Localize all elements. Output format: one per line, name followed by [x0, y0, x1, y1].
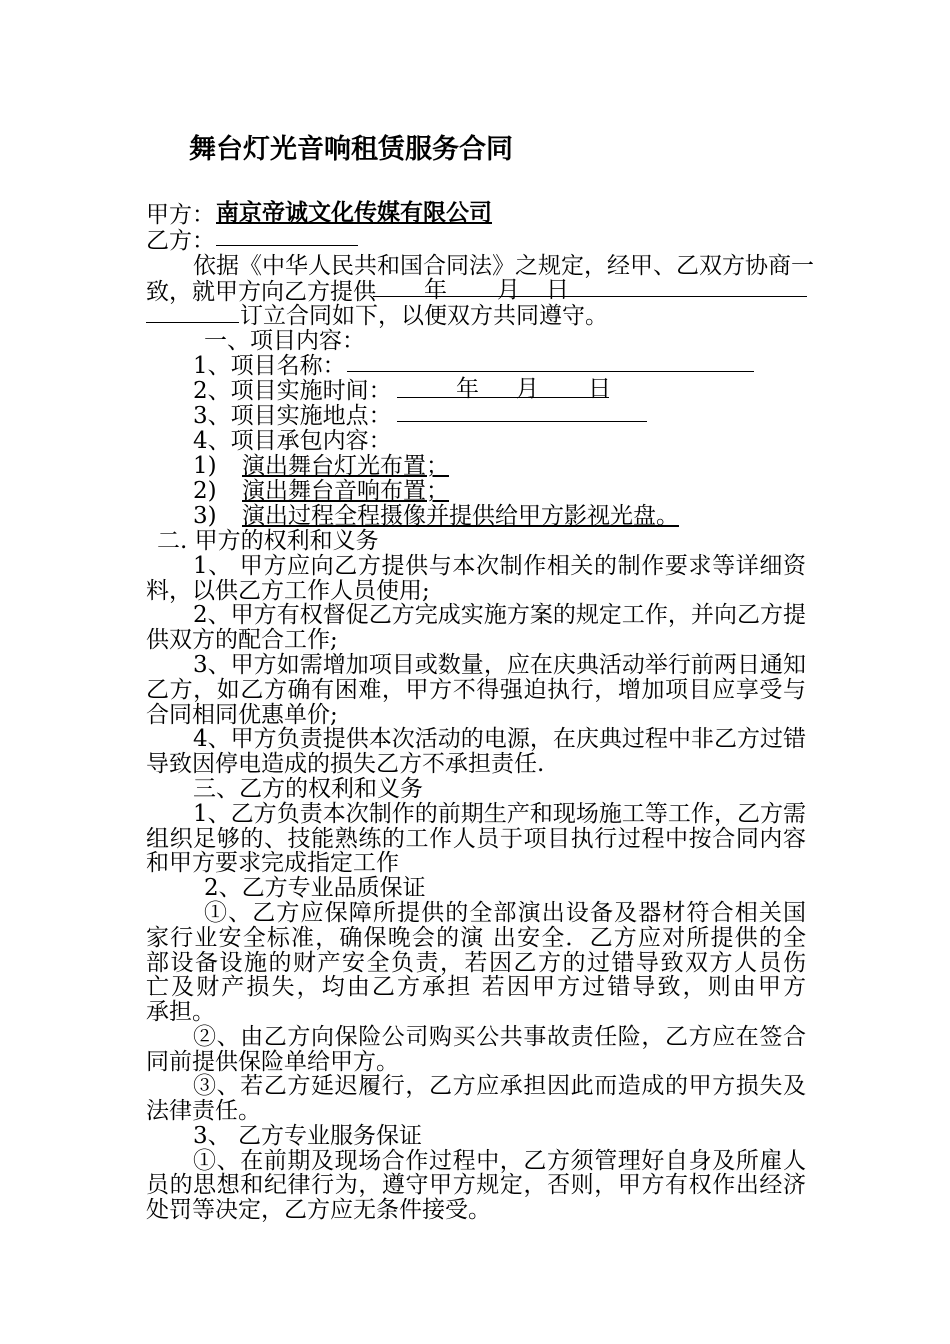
- item-2-blank: [397, 397, 609, 398]
- sub-3-num: 3): [193, 503, 217, 529]
- intro-line-1: 依据《中华人民共和国合同法》之规定，经甲、乙双方协商一: [193, 253, 814, 279]
- service-heading: 3、 乙方专业服务保证: [193, 1123, 422, 1149]
- q1-l1: ①、乙方应保障所提供的全部演出设备及器材符合相关国: [204, 900, 806, 926]
- s1-l1: ①、在前期及现场合作过程中，乙方须管理好自身及所雇人: [193, 1148, 806, 1174]
- s2-p4-l1: 4、甲方负责提供本次活动的电源，在庆典过程中非乙方过错: [193, 726, 806, 752]
- item-2-year: 年: [456, 376, 479, 402]
- party-b-blank: [216, 245, 358, 246]
- party-a-name: 南京帝诚文化传媒有限公司: [216, 200, 492, 226]
- party-a-label: 甲方：: [146, 202, 215, 228]
- s2-p3-l2: 乙方，如乙方确有困难，甲方不得强迫执行，增加项目应享受与: [146, 677, 806, 703]
- item-1-label: 1、项目名称：: [193, 353, 346, 379]
- sub-2-text: 演出舞台音响布置；: [242, 478, 449, 504]
- intro-year: 年: [424, 277, 447, 303]
- q2-l2: 同前提供保险单给甲方。: [146, 1049, 399, 1075]
- item-1-blank: [347, 371, 754, 372]
- section2-heading: 二. 甲方的权利和义务: [157, 528, 379, 554]
- item-3-label: 3、项目实施地点：: [193, 403, 392, 429]
- sub-3-text: 演出过程全程摄像并提供给甲方影视光盘。: [242, 503, 679, 529]
- s2-p4-l2: 导致因停电造成的损失乙方不承担责任.: [146, 751, 545, 777]
- quality-heading: 2、乙方专业品质保证: [204, 875, 426, 901]
- s1-l2: 员的思想和纪律行为，遵守甲方规定，否则，甲方有权作出经济: [146, 1172, 806, 1198]
- s2-p2-l2: 供双方的配合工作;: [146, 627, 338, 653]
- s2-p2-l1: 2、甲方有权督促乙方完成实施方案的规定工作，并向乙方提: [193, 602, 806, 628]
- s3-p1-l1: 1、乙方负责本次制作的前期生产和现场施工等工作，乙方需: [193, 801, 806, 827]
- s2-p1-l1: 1、 甲方应向乙方提供与本次制作相关的制作要求等详细资: [193, 553, 806, 579]
- sub-1-text: 演出舞台灯光布置；: [242, 453, 449, 479]
- q3-l2: 法律责任。: [146, 1098, 261, 1124]
- section1-heading: 一、项目内容：: [204, 328, 365, 354]
- q1-l3: 部设备设施的财产安全负责，若因乙方的过错导致双方人员伤: [146, 950, 806, 976]
- intro-line-2: 致，就甲方向乙方提供: [146, 279, 376, 305]
- q2-l1: ②、由乙方向保险公司购买公共事故责任险，乙方应在签合: [193, 1024, 806, 1050]
- item-4-label: 4、项目承包内容：: [193, 428, 392, 454]
- s3-p1-l3: 和甲方要求完成指定工作: [146, 850, 399, 876]
- intro-line-3: 订立合同如下，以便双方共同遵守。: [240, 303, 608, 329]
- s2-p3-l3: 合同相同优惠单价;: [146, 702, 338, 728]
- document-title: 舞台灯光音响租赁服务合同: [189, 134, 513, 165]
- s2-p3-l1: 3、甲方如需增加项目或数量，应在庆典活动举行前两日通知: [193, 652, 806, 678]
- q1-l5: 承担。: [146, 999, 215, 1025]
- s3-p1-l2: 组织足够的、技能熟练的工作人员于项目执行过程中按合同内容: [146, 826, 806, 852]
- intro-blank-line-2: [146, 322, 239, 323]
- sub-1-num: 1): [193, 453, 217, 479]
- q1-l2: 家行业安全标准，确保晚会的演 出安全．乙方应对所提供的全: [146, 925, 806, 951]
- item-2-month: 月: [516, 376, 539, 402]
- item-2-label: 2、项目实施时间：: [193, 378, 392, 404]
- section3-heading: 三、乙方的权利和义务: [193, 776, 423, 802]
- item-3-blank: [397, 421, 647, 422]
- q1-l4: 亡及财产损失，均由乙方承担 若因甲方过错导致，则由甲方: [146, 974, 806, 1000]
- q3-l1: ③、若乙方延迟履行，乙方应承担因此而造成的甲方损失及: [193, 1073, 806, 1099]
- sub-2-num: 2): [193, 478, 217, 504]
- intro-day: 日: [546, 277, 569, 303]
- intro-month: 月: [497, 277, 520, 303]
- s1-l3: 处罚等决定，乙方应无条件接受。: [146, 1197, 491, 1223]
- item-2-day: 日: [588, 376, 611, 402]
- s2-p1-l2: 料，以供乙方工作人员使用;: [146, 578, 430, 604]
- party-b-label: 乙方：: [146, 228, 215, 254]
